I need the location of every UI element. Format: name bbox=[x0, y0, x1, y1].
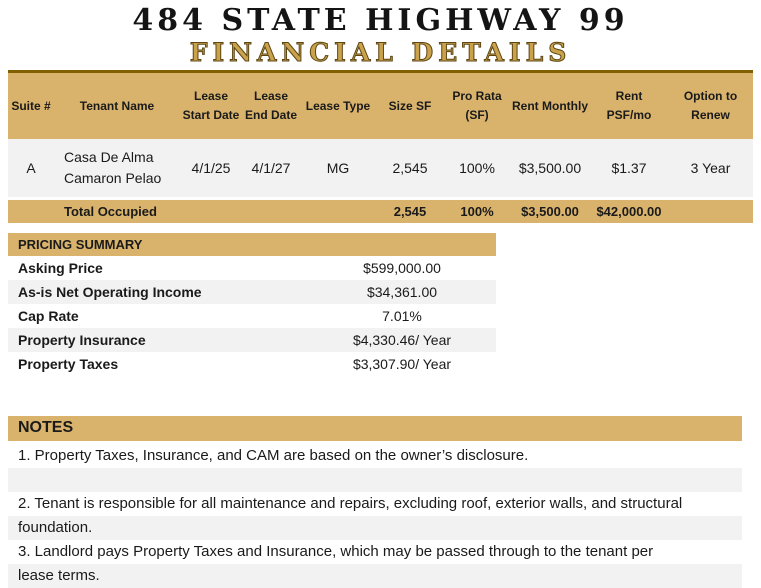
note-line-2a: 2. Tenant is responsible for all maintenance and repairs, excluding roof, exterior walls, and structural bbox=[18, 495, 683, 512]
pricing-row-cap-rate bbox=[8, 304, 496, 328]
total-label: Total Occupied bbox=[54, 199, 180, 224]
col-header-lease-start: Lease Start Date bbox=[180, 72, 242, 140]
total-cell-empty-end bbox=[242, 199, 300, 224]
col-header-tenant-name: Tenant Name bbox=[54, 72, 180, 140]
col-header-pro-rata: Pro Rata (SF) bbox=[444, 72, 510, 140]
pricing-row-insurance bbox=[8, 328, 496, 352]
pricing-label: As-is Net Operating Income bbox=[18, 284, 202, 300]
col-header-size-sf: Size SF bbox=[376, 72, 444, 140]
pricing-row-taxes bbox=[8, 352, 496, 376]
note-line-spacer bbox=[8, 468, 742, 492]
col-header-suite: Suite # bbox=[8, 72, 54, 140]
page-title: 484 STATE HIGHWAY 99 bbox=[132, 3, 629, 38]
total-rent-psf: $42,000.00 bbox=[590, 199, 668, 224]
rent-roll-header-row bbox=[8, 72, 753, 140]
notes-section bbox=[8, 416, 742, 588]
total-size-sf: 2,545 bbox=[376, 199, 444, 224]
pricing-value: 7.01% bbox=[382, 308, 422, 324]
note-line-3b: lease terms. bbox=[8, 564, 742, 588]
cell-size-sf: 2,545 bbox=[376, 139, 444, 199]
col-header-rent-monthly: Rent Monthly bbox=[510, 72, 590, 140]
pricing-label: Asking Price bbox=[18, 260, 103, 276]
cell-pro-rata: 100% bbox=[444, 139, 510, 199]
cell-tenant-name: Casa De Alma Camaron Pelao bbox=[54, 139, 180, 199]
cell-lease-end: 4/1/27 bbox=[242, 139, 300, 199]
col-header-lease-end: Lease End Date bbox=[242, 72, 300, 140]
pricing-row-asking-price bbox=[8, 256, 496, 280]
total-cell-empty-option bbox=[668, 199, 753, 224]
page-subtitle: FINANCIAL DETAILS bbox=[189, 37, 572, 67]
col-header-rent-psf: Rent PSF/mo bbox=[590, 72, 668, 140]
pricing-value: $34,361.00 bbox=[366, 284, 438, 300]
pricing-label: Cap Rate bbox=[18, 308, 79, 324]
cell-option-renew: 3 Year bbox=[668, 139, 753, 199]
pricing-value: $3,307.90/ Year bbox=[352, 356, 452, 372]
pricing-summary-title: PRICING SUMMARY bbox=[8, 233, 496, 256]
col-header-lease-type: Lease Type bbox=[300, 72, 376, 140]
cell-suite: A bbox=[8, 139, 54, 199]
total-occupied-row bbox=[8, 199, 753, 224]
cell-lease-type: MG bbox=[300, 139, 376, 199]
total-rent-monthly: $3,500.00 bbox=[510, 199, 590, 224]
cell-rent-monthly: $3,500.00 bbox=[510, 139, 590, 199]
pricing-label: Property Taxes bbox=[18, 356, 119, 372]
notes-title: NOTES bbox=[8, 416, 742, 441]
pricing-summary-section bbox=[8, 233, 496, 376]
document-header bbox=[0, 0, 761, 66]
pricing-value: $4,330.46/ Year bbox=[352, 332, 452, 348]
cell-lease-start: 4/1/25 bbox=[180, 139, 242, 199]
total-cell-empty-start bbox=[180, 199, 242, 224]
note-line-3a: 3. Landlord pays Property Taxes and Insurance, which may be passed through to the tenant per bbox=[18, 543, 654, 560]
pricing-value: $599,000.00 bbox=[363, 260, 441, 276]
pricing-label: Property Insurance bbox=[18, 332, 146, 348]
cell-rent-psf: $1.37 bbox=[590, 139, 668, 199]
pricing-row-noi bbox=[8, 280, 496, 304]
note-line-2b: foundation. bbox=[8, 516, 742, 540]
col-header-option-renew: Option to Renew bbox=[668, 72, 753, 140]
note-line-1: 1. Property Taxes, Insurance, and CAM are based on the owner’s disclosure. bbox=[18, 447, 529, 464]
total-pro-rata: 100% bbox=[444, 199, 510, 224]
total-cell-empty-type bbox=[300, 199, 376, 224]
rent-roll-table bbox=[8, 70, 753, 223]
total-cell-empty-suite bbox=[8, 199, 54, 224]
tenant-row bbox=[8, 139, 753, 199]
